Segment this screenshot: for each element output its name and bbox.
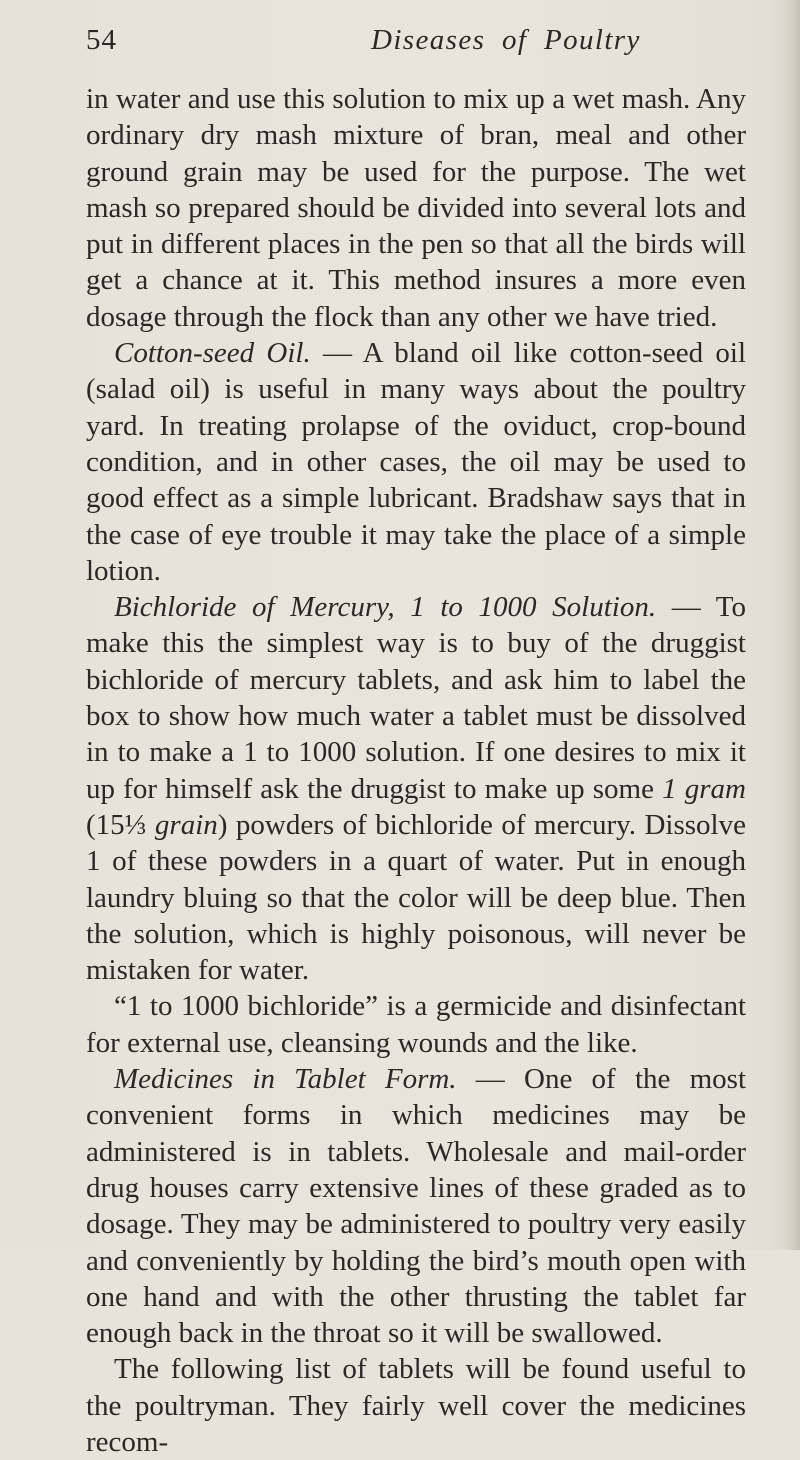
paragraph-cotton-seed-oil: Cotton-seed Oil. — A bland oil like cotton-seed oil (salad oil) is useful in many ways about the poultry yard. In treating prolapse of the oviduct, crop-bound condition, and in other cases, the oil may be used to good effect as a simple lubricant. Bradshaw says that in the case of eye trouble it may take the place of a simple lotion. bbox=[86, 337, 746, 587]
running-title: Diseases of Poultry bbox=[371, 24, 641, 56]
paragraph-medicines-in-tablet-form: Medicines in Tablet Form. — One of the most convenient forms in which medicines may be administered is in tablets. Wholesale and mail-order drug houses carry extensive lines of these graded as to dosage. They may be administered to poultry very easily and conveniently by holding the bird’s mouth open with one hand and with the other thrusting the tablet far enough back in the throat so it will be swallowed. bbox=[86, 1063, 746, 1350]
paragraph-wet-mash-continued: in water and use this solution to mix up a wet mash. Any ordinary dry mash mixture of bran, meal and other ground grain may be used for the purpose. The wet mash so prepared should be divided into several lots and put in different places in the pen so that all the birds will get a chance at it. This method insures a more even dosage through the flock than any other we have tried. bbox=[86, 83, 746, 333]
run-in-heading: Bichloride of Mercury, 1 to 1000 Solution. bbox=[114, 591, 657, 624]
run-in-heading: Medicines in Tablet Form. bbox=[114, 1063, 457, 1096]
page-edge-shadow bbox=[786, 0, 800, 1250]
page-header bbox=[86, 24, 746, 64]
page-number: 54 bbox=[86, 24, 117, 56]
run-in-heading: Cotton-seed Oil. bbox=[114, 337, 311, 370]
paragraph-bichloride-of-mercury: Bichloride of Mercury, 1 to 1000 Solution. — To make this the simplest way is to buy of the druggist bichloride of mercury tablets, and ask him to label the box to show how much water a tablet must be dissolved in to make a 1 to 1000 solution. If one desires to mix it up for himself ask the druggist to make up some 1 gram (15⅓ grain) powders of bichloride of mercury. Dissolve 1 of these powders in a quart of water. Put in enough laundry bluing so that the color will be deep blue. Then the solution, which is highly poisonous, will never be mistaken for water. bbox=[86, 591, 746, 987]
paragraph-tablet-list-intro: The following list of tablets will be found useful to the poultryman. They fairly well cover the medicines recom- bbox=[86, 1353, 746, 1458]
paragraph-bichloride-use: “1 to 1000 bichloride” is a germicide and disinfectant for external use, cleansing wounds and the like. bbox=[86, 990, 746, 1059]
body-text bbox=[86, 81, 746, 1460]
